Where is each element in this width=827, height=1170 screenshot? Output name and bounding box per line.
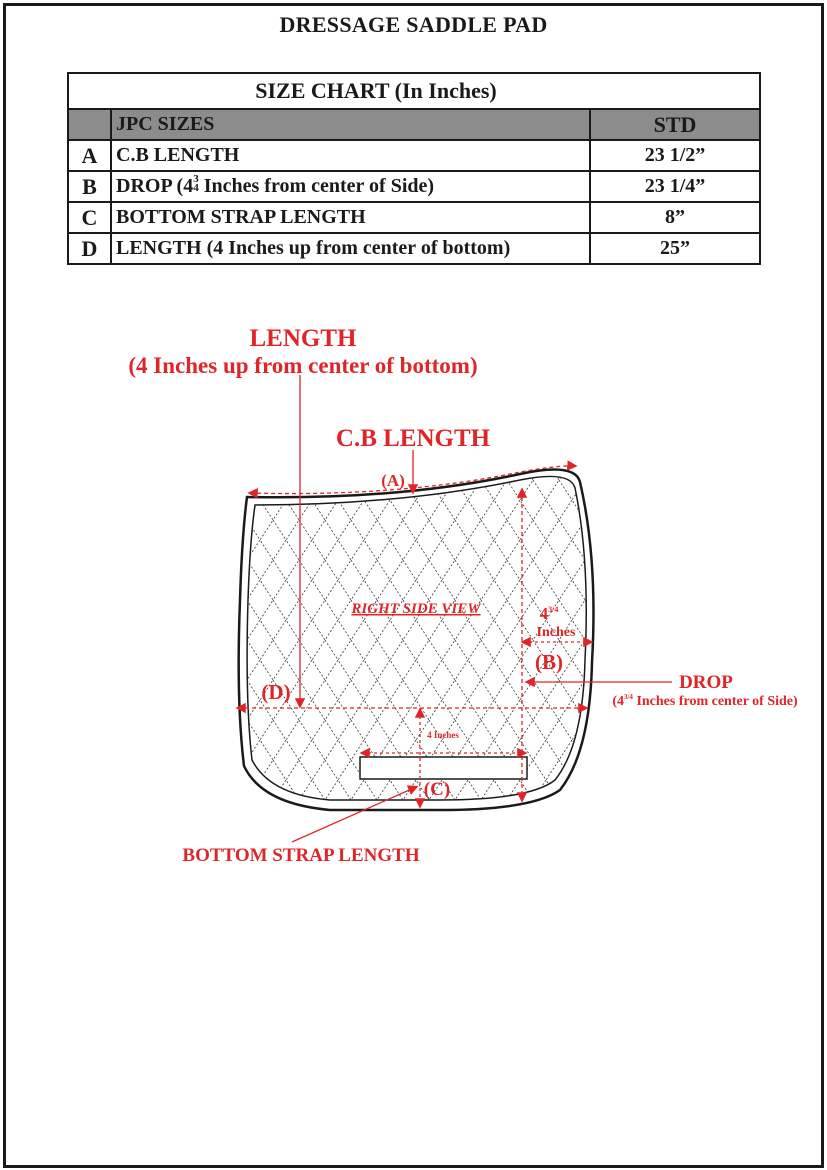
drop-sub-fraction: 3/4 [623,693,633,701]
drop-sub-part: (4 [612,694,624,709]
row-letter: D [68,233,111,264]
row-label: BOTTOM STRAP LENGTH [111,202,590,233]
row-value: 23 1/4” [590,171,760,202]
fraction-denominator: 4 [193,182,199,194]
row-label: LENGTH (4 Inches up from center of bottom) [111,233,590,264]
marker-c: (C) [423,779,451,800]
row-value: 25” [590,233,760,264]
header-label-cell: JPC SIZES [111,109,590,140]
drop-sub-part: Inches from center of Side) [632,694,798,709]
row-letter: B [68,171,111,202]
fraction-numerator: 3 [193,173,199,185]
bottom-strap-label: BOTTOM STRAP LENGTH [182,845,420,866]
side-inches-unit: Inches [536,625,576,640]
page-title: DRESSAGE SADDLE PAD [279,12,548,37]
row-label-part: Inches from center of Side) [198,175,435,197]
row-value: 23 1/2” [590,140,760,171]
row-label: C.B LENGTH [111,140,590,171]
length-sub-label: (4 Inches up from center of bottom) [128,353,478,378]
marker-a: (A) [381,471,405,490]
length-label: LENGTH [249,325,357,352]
marker-b: (B) [535,650,563,674]
four-inches-label: 4 Inches [427,730,459,740]
row-label-part: DROP (4 [116,175,194,197]
side-inches-fraction: 3/4 [548,605,559,614]
drop-label: DROP [679,672,733,693]
bottom-strap [360,757,527,779]
size-chart-title: SIZE CHART (In Inches) [68,73,760,109]
row-letter: C [68,202,111,233]
row-value: 8” [590,202,760,233]
side-inches-whole: 4 [539,604,549,623]
marker-d: (D) [261,680,291,704]
cb-length-label: C.B LENGTH [335,425,491,452]
drop-sub-label [612,693,798,709]
row-letter: A [68,140,111,171]
header-std-cell: STD [590,109,760,140]
side-view-label: RIGHT SIDE VIEW [351,601,481,617]
